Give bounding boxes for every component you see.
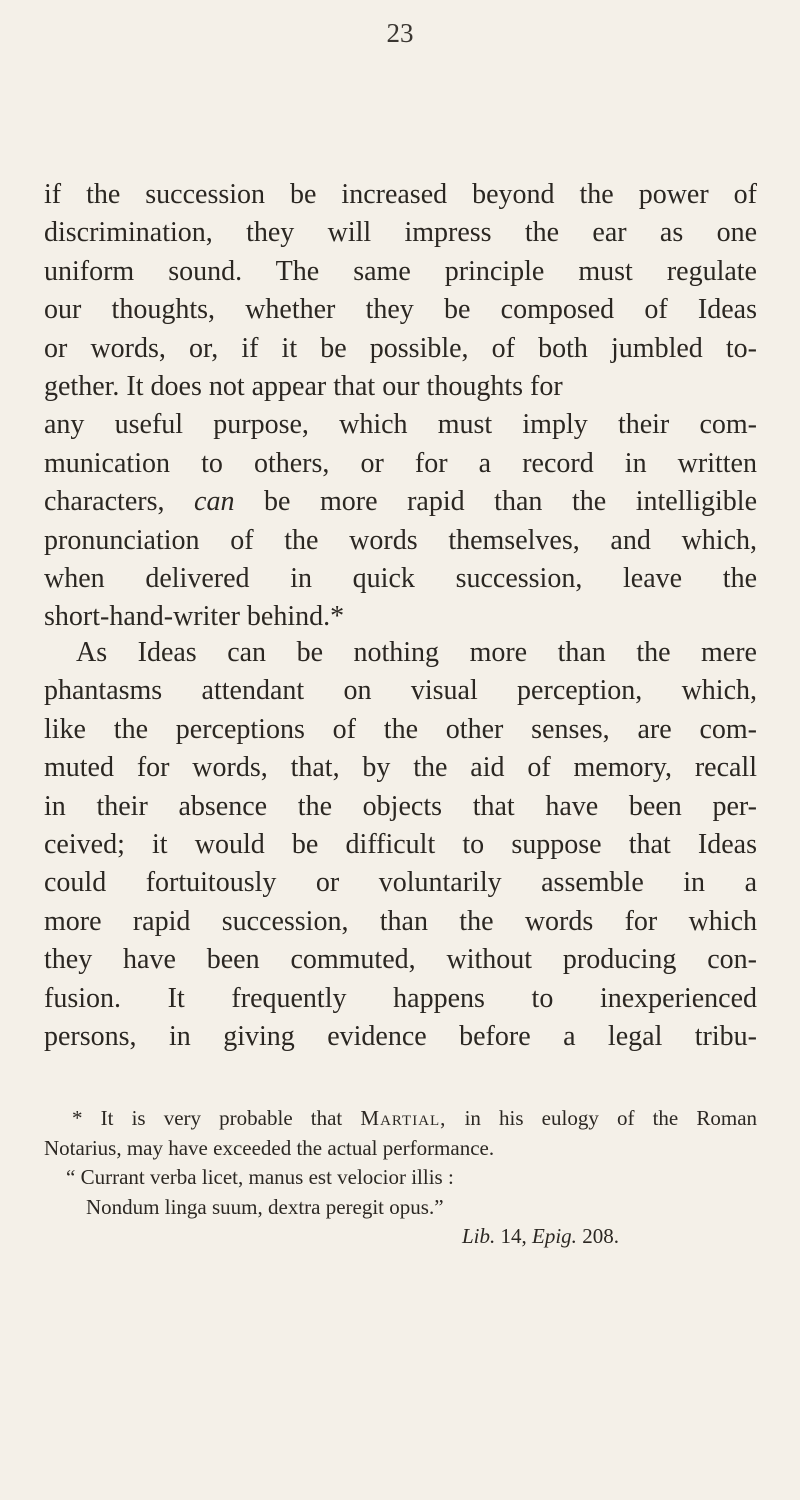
text-line: our thoughts, whether they be composed of Ideas xyxy=(44,294,757,326)
text-line: if the succession be increased beyond the power of xyxy=(44,179,757,210)
text-line: they have been commuted, without producing con- xyxy=(44,944,757,976)
page-number: 23 xyxy=(386,18,414,48)
text-line: ceived; it would be difficult to suppose that Ideas xyxy=(44,829,757,861)
text-line: fusion. It frequently happens to inexperienced xyxy=(44,982,757,1014)
text-line: short-hand-writer behind.* xyxy=(44,601,345,633)
footnote-text: in his eulogy of the Roman xyxy=(464,1106,758,1130)
text-line: phantasms attendant on visual perception, which, xyxy=(44,675,757,707)
paragraph-2 xyxy=(44,634,757,1056)
text-line: uniform sound. The same principle must regulate xyxy=(44,255,757,287)
text-line: like the perceptions of the other senses, are com- xyxy=(44,713,757,745)
text-line: or words, or, if it be possible, of both jumbled to- xyxy=(44,332,757,364)
text-line: munication to others, or for a record in written xyxy=(44,447,757,479)
footnote-marker: * xyxy=(72,1106,83,1130)
text-line: gether. It does not appear that our thoughts for xyxy=(44,371,563,403)
citation-lib: Lib. xyxy=(462,1224,496,1248)
text-line: in their absence the objects that have been per- xyxy=(44,790,757,822)
text-line: persons, in giving evidence before a legal tribu- xyxy=(44,1021,757,1053)
text-segment: be more rapid than the intelligible xyxy=(264,486,758,518)
footnote-verse: Nondum linga suum, dextra peregit opus.” xyxy=(86,1194,444,1219)
text-line: As Ideas can be nothing more than the mere xyxy=(76,637,757,668)
author-name: Martial, xyxy=(360,1106,447,1130)
text-segment: characters, xyxy=(44,486,165,518)
footnote-citation xyxy=(44,1222,757,1252)
text-line: pronunciation of the words themselves, and which, xyxy=(44,524,757,556)
footnote xyxy=(44,1104,757,1252)
text-line: discrimination, they will impress the ear as one xyxy=(44,217,757,249)
citation-number: 14, xyxy=(500,1224,527,1248)
text-line: more rapid succession, than the words for which xyxy=(44,905,757,937)
emphasis-text: can xyxy=(194,486,235,518)
citation-epig: Epig. xyxy=(532,1224,577,1248)
footnote-line xyxy=(44,1104,757,1134)
footnote-text: It is very probable that xyxy=(100,1106,343,1130)
footnote-line: Notarius, may have exceeded the actual performance. xyxy=(44,1135,495,1160)
text-line: muted for words, that, by the aid of memory, recall xyxy=(44,752,757,784)
footnote-verse: “ Currant verba licet, manus est velocior illis : xyxy=(66,1165,454,1189)
text-line-mixed xyxy=(44,483,757,521)
text-line: any useful purpose, which must imply their com- xyxy=(44,409,757,441)
paragraph-1 xyxy=(44,176,757,637)
text-line: could fortuitously or voluntarily assemble in a xyxy=(44,867,757,899)
citation-page: 208. xyxy=(582,1224,619,1248)
text-line: when delivered in quick succession, leave the xyxy=(44,563,757,595)
